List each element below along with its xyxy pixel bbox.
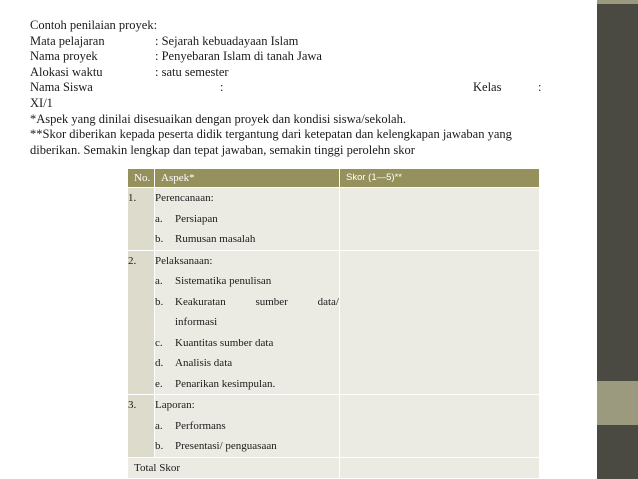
field-alokasi-waktu [30,65,550,81]
field-nama-proyek [30,49,550,65]
aspect-item [155,271,339,292]
aspect-cell [155,395,340,458]
nama-siswa-colon: : [220,80,224,95]
total-score-cell[interactable] [340,457,540,478]
item-text: Analisis data [175,357,233,369]
slide-side-bar [597,0,638,479]
item-text: Kuantitas sumber data [175,336,274,349]
score-cell[interactable] [340,395,540,458]
item-letter: d. [155,357,164,369]
aspect-title: Laporan: [155,399,195,411]
item-letter: b. [155,295,164,308]
field-label: Nama proyek [30,49,98,64]
row-number: 2. [128,250,155,395]
item-word: data/ [317,295,339,308]
score-cell[interactable] [340,188,540,251]
header-no: No. [128,169,155,188]
aspect-item [155,333,339,354]
score-cell[interactable] [340,250,540,395]
field-nama-siswa [30,80,550,96]
item-word: Keakuratan [175,295,226,308]
document-text [30,18,550,158]
table-header-row [128,169,540,188]
header-aspek: Aspek* [155,169,340,188]
field-value: : Penyebaran Islam di tanah Jawa [155,49,322,64]
field-label: Alokasi waktu [30,64,103,79]
aspect-title: Perencanaan: [155,192,214,204]
aspect-item [155,229,339,250]
aspect-item [155,353,339,374]
kelas-label: Kelas [473,80,502,95]
item-continuation: informasi [175,316,218,328]
aspect-item [155,292,339,313]
note-skor-line1: **Skor diberikan kepada peserta didik tergantung dari ketepatan dan kelengkapan jawaban yang [30,127,512,142]
nama-siswa-label: Nama Siswa [30,80,93,95]
assessment-table [127,168,540,479]
header-skor: Skor (1—5)** [340,169,540,188]
aspect-cell [155,250,340,395]
table-row [128,395,540,458]
item-word: sumber [255,295,288,308]
item-text: Persiapan [175,212,218,225]
kelas-value: XI/1 [30,95,53,110]
kelas-colon: : [538,80,542,95]
item-letter: a. [155,419,163,432]
row-number: 3. [128,395,155,458]
row-number: 1. [128,188,155,251]
aspect-item [155,209,339,230]
field-value: : Sejarah kebuadayaan Islam [155,33,299,48]
field-label: Mata pelajaran [30,33,105,48]
aspect-item [155,436,339,457]
heading: Contoh penilaian proyek: [30,18,158,32]
total-row [128,457,540,478]
total-label: Total Skor [128,457,340,478]
field-mata-pelajaran [30,34,550,50]
item-letter: a. [155,212,163,225]
note-skor-line2: diberikan. Semakin lengkap dan tepat jawaban, semakin tinggi perolehn skor [30,142,415,157]
table-row [128,188,540,251]
item-letter: a. [155,275,163,287]
item-letter: b. [155,440,164,452]
item-letter: b. [155,233,164,245]
item-text: Rumusan masalah [175,233,256,245]
aspect-item [155,374,339,395]
side-bar-band-accent [597,381,638,425]
item-text: Penarikan kesimpulan. [175,377,276,390]
side-bar-band-top [597,0,638,4]
table-row [128,250,540,395]
item-letter: c. [155,336,163,349]
item-text: Sistematika penulisan [175,275,272,287]
item-letter: e. [155,377,163,390]
item-text: Performans [175,419,226,432]
aspect-title: Pelaksanaan: [155,254,213,267]
aspect-item [155,416,339,437]
item-text: Presentasi/ penguasaan [175,440,277,452]
field-value: : satu semester [155,64,229,79]
note-aspek: *Aspek yang dinilai disesuaikan dengan proyek dan kondisi siswa/sekolah. [30,111,406,126]
aspect-cell [155,188,340,251]
